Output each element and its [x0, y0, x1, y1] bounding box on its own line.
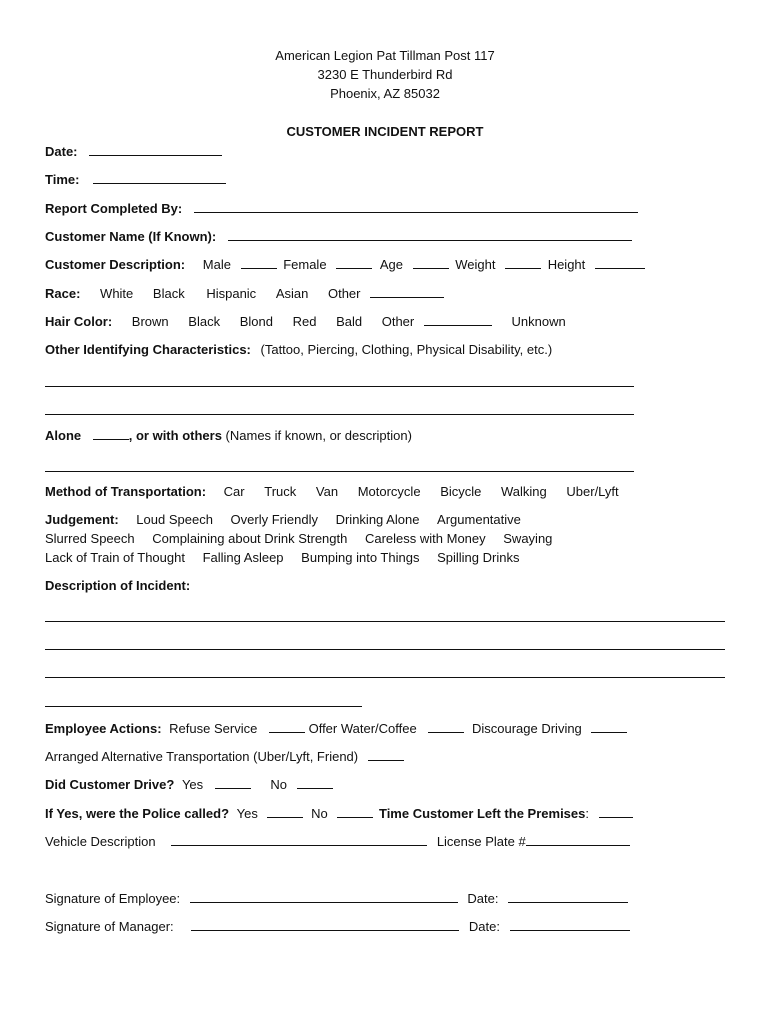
race-option-black[interactable]: Black — [152, 286, 185, 301]
with-others-label: , or with others — [128, 428, 222, 443]
police-called-row — [45, 805, 633, 822]
refuse-service-label: Refuse Service — [169, 721, 258, 736]
judgement-lack-of-thought[interactable]: Lack of Train of Thought — [45, 550, 185, 565]
police-called-label: If Yes, were the Police called? — [45, 806, 230, 821]
other-identifying-line-1[interactable] — [45, 386, 634, 387]
race-option-white[interactable]: White — [100, 286, 134, 301]
other-identifying-line-2[interactable] — [45, 414, 634, 415]
height-field[interactable] — [595, 256, 645, 269]
transport-option-truck[interactable]: Truck — [264, 484, 297, 499]
with-others-hint: (Names if known, or description) — [225, 428, 412, 443]
hair-option-other[interactable]: Other — [381, 314, 415, 329]
employee-signature-field[interactable] — [190, 890, 458, 903]
judgement-row-1 — [45, 512, 521, 528]
police-yes-label: Yes — [236, 806, 258, 821]
vehicle-description-field[interactable] — [171, 833, 427, 846]
offer-water-field[interactable] — [428, 720, 464, 733]
time-field[interactable] — [93, 171, 226, 184]
date-row — [45, 143, 222, 160]
offer-water-label: Offer Water/Coffee — [308, 721, 417, 736]
employee-signature-label: Signature of Employee: — [45, 891, 181, 906]
employee-signature-row — [45, 890, 628, 907]
police-no-label: No — [311, 806, 328, 821]
hair-option-unknown[interactable]: Unknown — [511, 314, 566, 329]
judgement-slurred-speech[interactable]: Slurred Speech — [45, 531, 135, 546]
description-label: Description of Incident: — [45, 578, 191, 593]
did-drive-no-field[interactable] — [297, 776, 333, 789]
time-left-label: Time Customer Left the Premises — [378, 806, 586, 821]
judgement-loud-speech[interactable]: Loud Speech — [136, 512, 213, 527]
report-completed-row — [45, 200, 638, 217]
race-row — [45, 285, 444, 302]
judgement-swaying[interactable]: Swaying — [503, 531, 553, 546]
vehicle-row — [45, 833, 630, 850]
race-option-other[interactable]: Other — [327, 286, 361, 301]
with-others-line[interactable] — [45, 471, 634, 472]
manager-signature-label: Signature of Manager: — [45, 919, 174, 934]
alone-label: Alone — [45, 428, 82, 443]
judgement-complaining[interactable]: Complaining about Drink Strength — [152, 531, 348, 546]
other-identifying-label: Other Identifying Characteristics: — [45, 342, 251, 357]
judgement-bumping[interactable]: Bumping into Things — [301, 550, 420, 565]
license-plate-label: License Plate # — [436, 834, 526, 849]
transport-label: Method of Transportation: — [45, 484, 207, 499]
weight-field[interactable] — [505, 256, 541, 269]
police-no-field[interactable] — [337, 805, 373, 818]
transport-option-van[interactable]: Van — [315, 484, 339, 499]
arranged-transport-row — [45, 748, 404, 765]
description-line-3[interactable] — [45, 677, 725, 678]
female-label: Female — [283, 257, 327, 272]
description-row — [45, 578, 190, 594]
arranged-transport-label: Arranged Alternative Transportation (Uber/Lyft, Friend) — [45, 749, 359, 764]
judgement-spilling[interactable]: Spilling Drinks — [437, 550, 520, 565]
report-completed-field[interactable] — [194, 200, 638, 213]
customer-name-field[interactable] — [228, 228, 632, 241]
time-left-field[interactable] — [599, 805, 633, 818]
alone-row — [45, 427, 412, 444]
police-yes-field[interactable] — [267, 805, 303, 818]
date-label: Date: — [45, 144, 78, 159]
report-completed-label: Report Completed By: — [45, 201, 183, 216]
age-label: Age — [379, 257, 403, 272]
judgement-overly-friendly[interactable]: Overly Friendly — [230, 512, 318, 527]
race-other-field[interactable] — [370, 285, 444, 298]
time-row — [45, 171, 226, 188]
hair-color-label: Hair Color: — [45, 314, 113, 329]
discourage-driving-label: Discourage Driving — [471, 721, 582, 736]
refuse-service-field[interactable] — [269, 720, 305, 733]
male-field[interactable] — [241, 256, 277, 269]
manager-signature-row — [45, 918, 630, 935]
hair-option-black[interactable]: Black — [188, 314, 221, 329]
org-city: Phoenix, AZ 85032 — [330, 86, 440, 101]
time-label: Time: — [45, 172, 80, 187]
description-line-2[interactable] — [45, 649, 725, 650]
customer-name-row — [45, 228, 632, 245]
employee-date-label: Date: — [467, 891, 499, 906]
judgement-argumentative[interactable]: Argumentative — [437, 512, 521, 527]
other-identifying-hint: (Tattoo, Piercing, Clothing, Physical Disability, etc.) — [260, 342, 553, 357]
time-left-colon: : — [585, 806, 589, 821]
hair-option-red[interactable]: Red — [292, 314, 317, 329]
transport-option-bicycle[interactable]: Bicycle — [440, 484, 482, 499]
hair-option-blond[interactable]: Blond — [239, 314, 273, 329]
hair-option-brown[interactable]: Brown — [131, 314, 169, 329]
employee-actions-label: Employee Actions: — [45, 721, 162, 736]
judgement-row-3 — [45, 550, 519, 566]
transport-option-uber-lyft[interactable]: Uber/Lyft — [566, 484, 619, 499]
description-line-1[interactable] — [45, 621, 725, 622]
other-identifying-row — [45, 342, 552, 358]
judgement-label: Judgement: — [45, 512, 119, 527]
race-option-asian[interactable]: Asian — [275, 286, 309, 301]
did-drive-no-label: No — [270, 777, 288, 792]
did-drive-row — [45, 776, 333, 793]
male-label: Male — [202, 257, 231, 272]
date-field[interactable] — [89, 143, 222, 156]
judgement-drinking-alone[interactable]: Drinking Alone — [335, 512, 420, 527]
manager-date-label: Date: — [468, 919, 500, 934]
transport-option-motorcycle[interactable]: Motorcycle — [357, 484, 421, 499]
vehicle-description-label: Vehicle Description — [45, 834, 156, 849]
judgement-careless-money[interactable]: Careless with Money — [364, 531, 486, 546]
customer-name-label: Customer Name (If Known): — [45, 229, 217, 244]
employee-date-field[interactable] — [508, 890, 628, 903]
org-street: 3230 E Thunderbird Rd — [317, 67, 453, 82]
did-drive-yes-field[interactable] — [215, 776, 251, 789]
judgement-row-2 — [45, 531, 552, 547]
female-field[interactable] — [336, 256, 372, 269]
arranged-transport-field[interactable] — [368, 748, 404, 761]
form-title: CUSTOMER INCIDENT REPORT — [286, 124, 484, 139]
customer-description-label: Customer Description: — [45, 257, 186, 272]
license-plate-field[interactable] — [526, 833, 630, 846]
height-label: Height — [547, 257, 586, 272]
race-option-hispanic[interactable]: Hispanic — [206, 286, 257, 301]
transport-option-car[interactable]: Car — [223, 484, 245, 499]
transport-row — [45, 484, 619, 500]
alone-field[interactable] — [93, 427, 129, 440]
transport-option-walking[interactable]: Walking — [501, 484, 547, 499]
hair-color-row — [45, 313, 566, 330]
employee-actions-row — [45, 720, 627, 737]
hair-other-field[interactable] — [424, 313, 492, 326]
hair-option-bald[interactable]: Bald — [336, 314, 363, 329]
judgement-falling-asleep[interactable]: Falling Asleep — [202, 550, 284, 565]
did-drive-yes-label: Yes — [181, 777, 204, 792]
race-label: Race: — [45, 286, 81, 301]
did-drive-label: Did Customer Drive? — [45, 777, 175, 792]
manager-signature-field[interactable] — [191, 918, 459, 931]
age-field[interactable] — [413, 256, 449, 269]
customer-description-row — [45, 256, 645, 273]
description-line-4[interactable] — [45, 706, 362, 707]
manager-date-field[interactable] — [510, 918, 630, 931]
discourage-driving-field[interactable] — [591, 720, 627, 733]
org-name: American Legion Pat Tillman Post 117 — [275, 48, 495, 63]
weight-label: Weight — [455, 257, 496, 272]
